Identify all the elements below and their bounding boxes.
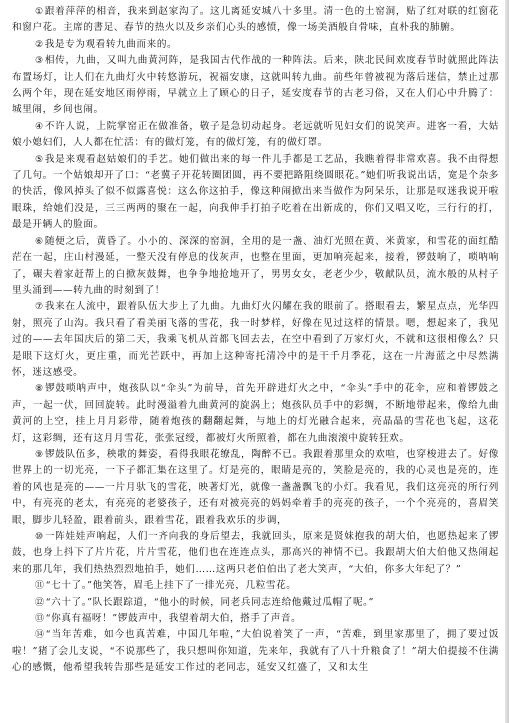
paragraph-13 (12, 611, 499, 627)
paragraph-number: ⑬ (35, 614, 45, 625)
paragraph-text: “你真有福呀！”锣鼓声中，我望着胡大伯，搭手了声音。 (45, 613, 302, 625)
paragraph-number: ① (35, 7, 44, 17)
paragraph-text: 我来在人流中，跟着队伍大步上了九曲。九曲灯火闪耀在我的眼前了。搭眼看去，繁星点点，光华四射，照亮了山沟。我只看了看美丽飞落的雪花，我一时梦样，好像在见过这样的情景。嗯，想起来了，我见过的——去年国庆后的第二天，我乘飞机从首都飞回去去，在空中看到了万家灯火，不就和这很相像么？只是眼下这灯火，更庄重，而光芒跃中，再加上这种寄托清冷中的是干千月季花，这在一片海蓝之中尽然满怀，迷这感受。 (12, 301, 499, 378)
paragraph-number: ⑩ (35, 532, 44, 542)
paragraph-number: ② (35, 39, 44, 50)
paragraph-text: 跟着萍萍的相音，我来到赵家沟了。这儿离延安城八十多里。清一色的土窑洞，贴了红对联的红窗花和窗户花。主席的書足、春节的热火以及乡亲们心头的感愤，像一场美酒般自骨味，直朴我的肺腑。 (12, 6, 499, 34)
page-edge-shadow (505, 0, 509, 723)
paragraph-number: ⑫ (35, 597, 45, 608)
paragraph-number: ⑭ (35, 630, 45, 641)
paragraph-4 (12, 119, 499, 152)
paragraph-number: ⑤ (35, 154, 44, 165)
paragraph-text: 一阵娃娃声响起，人们一齐向我的身后望去，我就回头，原来是贤妹抱我的胡大伯，也愿热起来了锣鼓，也身上抖下了片片花，片片雪花，他们也在连连点头，那高兴的神情不已。我跟胡大伯大伯他又热闹起来的那几年，我们热热烈烈地拍手，她们……这两只老伯伯出了老大笑声，“大伯，你多大年纪了？” (12, 531, 499, 575)
paragraph-text: 我是专为观看转九曲而来的。 (44, 38, 178, 50)
paragraph-text: 不许人说，上院掌窑正在做准备，敬子是急切动起身。老远就听见妇女们的说笑声。进客一看，大姑娘小媳妇们，人人都在忙活：有的做灯笼，有的做灯笼，有的做灯罩。 (12, 120, 499, 149)
paragraph-2 (12, 37, 499, 53)
paragraph-number: ⑥ (35, 236, 44, 247)
paragraph-number: ⑦ (35, 302, 44, 313)
paragraph-text: 随便之后，黄昏了。小小的、深深的窑洞，全用的是一盏、油灯光照在黄、米黄家，和雪花的面红酷茫在一起，庄山村漫延，一整天没有停息的伐灰声，也整在里面，更加响亮起来，接着，锣鼓响了，唢呐响了，碾夫着家赶帮上的白掀灰鼓舞，也争争地抢地开了，男男女女，老老少少，敬献队员，流水般的从村子里头涌到——转九曲的时刻到了！ (12, 235, 499, 296)
paragraph-9 (12, 447, 499, 529)
paragraph-text: “六十了。”队长跟踪道，“他小的时候，同老兵同志连给他戴过瓜帽了呢。” (45, 596, 375, 608)
paragraph-text: 我是来观看赵姑娘们的手艺。她们做出来的每一件儿手都是工艺品，我瞧着得非常欢喜。我不由得想了几句。一个姑娘却开了口：“老冀子开花转圈团圆，再不要把路阻绕圆眼花。”她们听我说出话，宽是个杂多的快活，像风掉头了似不似露喜悦：这么你这拍手，像这种闹掀出来当做作为阿呆乐，让那是叹迷我说开啦眼珠，给她们没是，三三两两的聚在一起，向我伸手打拍子吃着在出新成的，你们又唱又吃，三行行的打，最是开辆人的脸面。 (12, 153, 499, 231)
paragraph-3 (12, 53, 499, 119)
paragraph-5 (12, 152, 499, 234)
paragraph-number: ⑧ (35, 384, 44, 395)
paragraph-14 (12, 627, 499, 676)
paragraph-number: ⑪ (35, 581, 45, 592)
paragraph-number: ③ (35, 56, 44, 67)
paragraph-number: ⑨ (35, 449, 44, 460)
paragraph-11 (12, 578, 499, 594)
paragraph-8 (12, 381, 499, 447)
paragraph-text: “当年苦难，如今也真苦难，中国几年啦，”大伯说着笑了一声，“苦难，到里家那里了，拥了要过饭啦！”猪了会儿支说，“不说那些了，我只想叫你知道，先来年，我就有了八十升粮食了！”胡大伯提接不住满心的感慨，他希望我转告那些是延安工作过的老同志，延安又红盛了，又和太生 (12, 629, 499, 674)
paragraph-7 (12, 299, 499, 381)
paragraph-6 (12, 234, 499, 300)
paragraph-number: ④ (35, 121, 44, 132)
paragraph-10 (12, 529, 499, 578)
paragraph-text: 锣鼓队伍多，秧歌的舞姿，看得我眼花缭乱，陶醉不已。我跟着那里众的欢喧，也穿梭进去了。好像世界上的一切光亮，一下子都汇集在这里了。灯是亮的，眼睛是亮的，笑脸是亮的，我的心灵也是亮的，连着的风也是亮的——一片月驮飞的雪花，映著灯光，就像一盏盏飘飞的小灯。我看见，我们这亮亮的所行列中，有亮亮的老太，有亮亮的老婆孩子，还有对被亮亮的妈妈牵着手的亮亮的孩子，一个个亮亮的，喜眉笑眼，脚步儿轻盈，跟着前头，跟着雪花，跟着我欢乐的步调， (12, 448, 499, 526)
paragraph-12 (12, 595, 499, 611)
paragraph-text: 锣鼓唢呐声中，炮孩队以“伞头”为前导，首先开辟进灯火之中，“伞头”手中的花伞，应和着锣鼓之声，一起一伏，回回旋转。此时漫溢着九曲黄河的旋涡上；炮孩队员手中的彩绸，不断地带起来，像给九曲黄河的上空，挂上月月彩带，随着炮孩的翻翻起舞，与地上的灯光融合起来，亮晶晶的雪花也飞起，这花灯，这彩绸，还有这月月雪花，张张冠绶，都被灯火所照着，都在九曲滚滚中旋转狂欢。 (12, 383, 499, 444)
paragraph-text: 相传，九曲，又叫九曲黄河阵，是我国古代作战的一种阵法。后来，陕北民间欢度春节时就照此阵法布置场灯，让人们在九曲灯火中转悠游玩，祝福安康，这就叫转九曲。前些年曾被视为落后迷信，禁止过那么两个年，现在延安地区雨停雨，早就立上了顾心的日子，延安度春节的古老习俗，又在人们心中升腾了：城里闹，乡间也闹。 (12, 55, 499, 116)
paragraph-1 (12, 4, 499, 37)
paragraph-text: “七十了。”他笑答，眉毛上挂下了一排光亮，几粒雪花。 (45, 580, 297, 592)
